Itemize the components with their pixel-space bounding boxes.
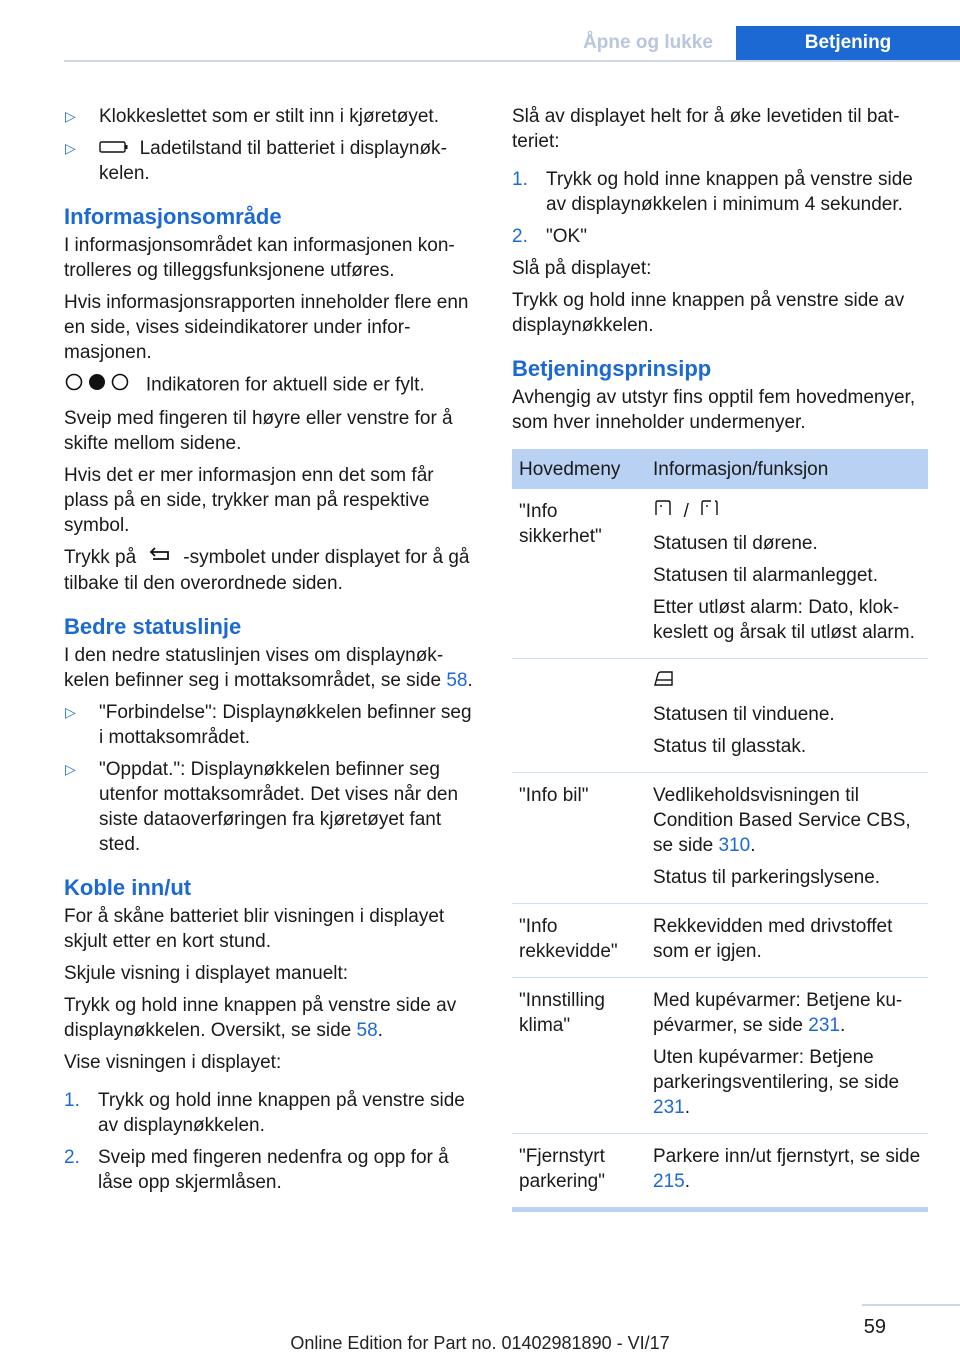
footer-edition: Online Edition for Part no. 01402981890 - VI/17 [290, 1333, 670, 1353]
table-row [512, 489, 928, 659]
table-cell: Rekkevidden med drivstoffet som er igjen. [646, 903, 928, 977]
table-cell [512, 659, 646, 772]
table-row [512, 1133, 928, 1207]
page-link[interactable]: 58 [356, 1019, 378, 1041]
page-link[interactable]: 231 [653, 1096, 685, 1118]
paragraph: Vise visningen i displayet: [64, 1051, 282, 1073]
triangle-bullet-icon: ▷ [65, 140, 76, 156]
table-cell: "Info sikkerhet" [512, 489, 646, 659]
header-rule [64, 60, 960, 62]
list-item: 2. "OK" [512, 226, 587, 247]
triangle-bullet-icon: ▷ [65, 760, 76, 777]
page-link[interactable]: 310 [718, 834, 751, 856]
table-cell: Vedlikeholdsvisningen til Condition Based Service CBS, se side 310. Status til parkeringslysene. [646, 772, 928, 903]
table-row [512, 659, 928, 772]
list-item: ▷ "Oppdat.": Displaynøkkelen befinner seg utenfor mottaksområdet. Det vises når den siste dataoverføringen fra kjøretøyet fant sted. [65, 758, 459, 855]
paragraph: I informasjonsområdet kan informasjonen kontrolleres og tilleggsfunksjonene utføres. [64, 235, 455, 282]
list-item: ▷ "Forbindelse": Displaynøkkelen befinner seg i mottaksområdet. [65, 701, 472, 748]
door-closed-icon [653, 499, 673, 524]
menu-table [512, 449, 928, 1207]
paragraph: Avhengig av utstyr fins opptil fem hovedmenyer, som hver inneholder undermenyer. [512, 387, 916, 433]
heading-switch-on-off: Koble inn/ut [64, 874, 192, 900]
page-number: 59 [863, 1316, 886, 1338]
column-header: Informasjon/funksjon [646, 449, 928, 489]
page-number-rule [862, 1304, 960, 1306]
paragraph: Hvis det er mer informasjon enn det som får plass på en side, trykker man på respektive symbol. [64, 465, 434, 537]
header-chapter: Betjening [736, 26, 960, 62]
page-link[interactable]: 58 [446, 669, 468, 691]
triangle-bullet-icon: ▷ [65, 703, 76, 720]
back-arrow-icon [147, 546, 173, 571]
paragraph: Hvis informasjonsrapporten inneholder flere enn en side, vises sideindikatorer under informasjonen. [64, 292, 469, 364]
paragraph: Trykk og hold inne knappen på venstre side av displaynøkkelen. Oversikt, se side 58. [64, 994, 457, 1041]
table-cell: Med kupévarmer: Betjene kupévarmer, se side 231. Uten kupévarmer: Betjene parkeringsventilering, se side 231. [646, 977, 928, 1133]
left-column [64, 104, 480, 1202]
table-row [512, 903, 928, 977]
page-link[interactable]: 231 [808, 1014, 840, 1036]
paragraph: Slå av displayet helt for å øke levetiden til batteriet: [512, 106, 900, 152]
page-indicator-icon [64, 372, 130, 399]
page-link[interactable]: 215 [653, 1170, 685, 1192]
table-row [512, 772, 928, 903]
paragraph: Trykk og hold inne knappen på venstre side av displaynøkkelen. [512, 290, 905, 336]
header-section: Åpne og lukke [583, 32, 713, 53]
paragraph: Skjule visning i displayet manuelt: [64, 962, 349, 984]
heading-operating-principle: Betjeningsprinsipp [512, 356, 712, 381]
table-cell: "Info rekkevidde" [512, 903, 646, 977]
triangle-bullet-icon: ▷ [65, 108, 76, 124]
table-header-row [512, 449, 928, 489]
list-item: 2. Sveip med fingeren nedenfra og opp for å låse opp skjermlåsen. [64, 1146, 449, 1193]
paragraph: Sveip med fingeren til høyre eller venstre for å skifte mellom sidene. [64, 408, 453, 455]
paragraph: Indikatoren for aktuell side er fylt. [64, 372, 480, 399]
table-cell: "Info bil" [512, 772, 646, 903]
paragraph: Trykk på -symbolet under displayet for å gå tilbake til den overordnede siden. [64, 547, 470, 594]
door-open-icon [699, 499, 723, 524]
table-cell: "Innstilling klima" [512, 977, 646, 1133]
table-cell: Statusen til vinduene. Status til glasstak. [646, 659, 928, 772]
table-bottom-rule [512, 1207, 928, 1212]
heading-status-bar: Bedre statuslinje [64, 613, 242, 639]
battery-icon [99, 136, 129, 161]
table-cell: "Fjernstyrt parkering" [519, 1145, 605, 1192]
column-header: Hovedmeny [512, 449, 646, 489]
list-item: 1. Trykk og hold inne knappen på venstre side av displaynøkkelen. [64, 1089, 465, 1136]
paragraph: For å skåne batteriet blir visningen i displayet skjult etter en kort stund. [64, 905, 445, 952]
paragraph: I den nedre statuslinjen vises om displaynøkkelen befinner seg i mottaksområdet, se side 58. [64, 644, 473, 691]
table-cell: Parkere inn/ut fjernstyrt, se side 215. [653, 1145, 921, 1192]
list-item: ▷ Klokkeslettet som er stilt inn i kjøretøyet. [65, 106, 439, 127]
list-item: 1. Trykk og hold inne knappen på venstre side av displaynøkkelen i minimum 4 sekunder. [512, 169, 913, 215]
window-icon [653, 670, 675, 695]
right-column [512, 104, 928, 1212]
table-row [512, 977, 928, 1133]
table-cell: / Statusen til dørene. Statusen til alarmanlegget. Etter utløst alarm: Dato, klokkeslett og årsak til utløst alarm. [646, 489, 928, 659]
paragraph: Slå på displayet: [512, 258, 652, 279]
list-item: ▷ Ladetilstand til batteriet i displaynøkkelen. [65, 138, 447, 185]
page-header [0, 26, 960, 61]
heading-info-area: Informasjonsområde [64, 204, 282, 230]
